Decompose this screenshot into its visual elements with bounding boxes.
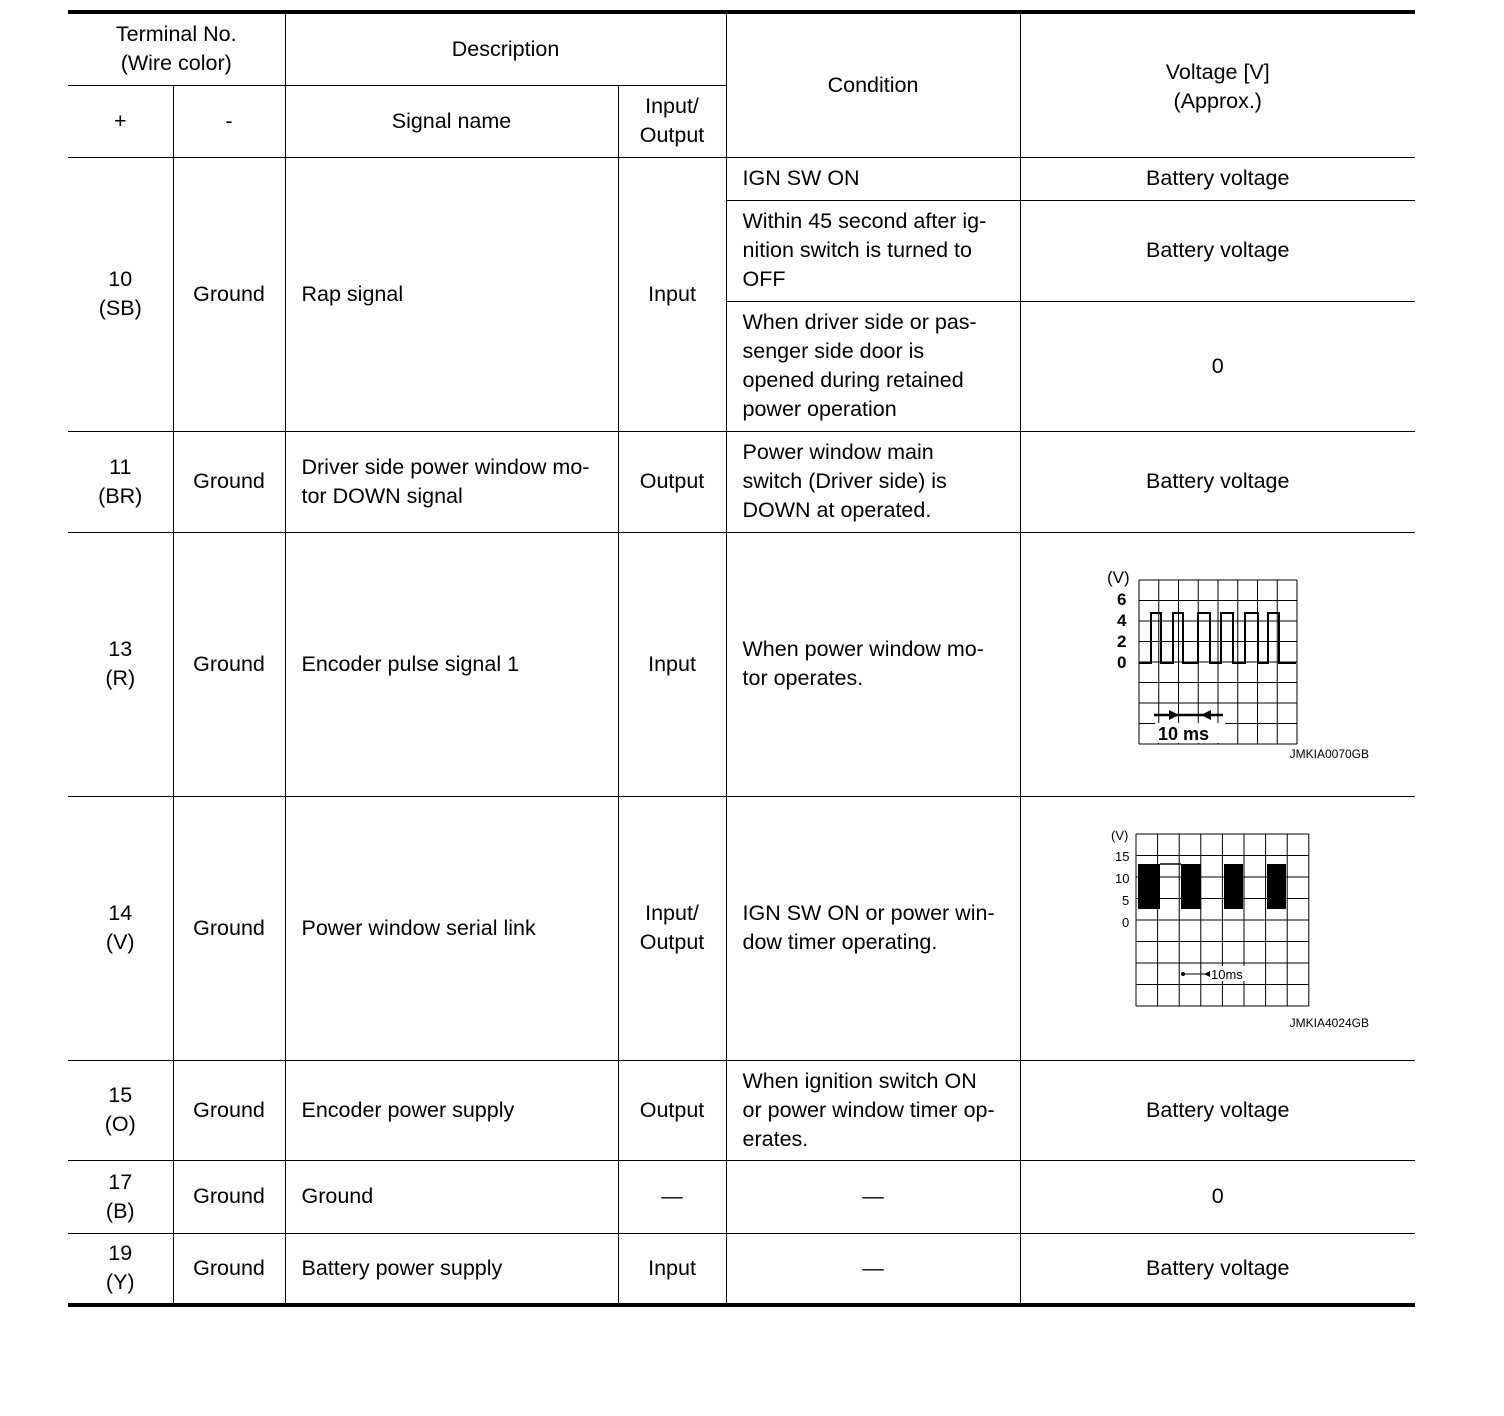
condition-cell: Power window main switch (Driver side) is DOWN at operated.	[726, 431, 1020, 532]
condition-cell: When power window mo- tor operates.	[726, 532, 1020, 796]
minus-cell: Ground	[173, 1060, 285, 1160]
io-cell: Input	[618, 157, 726, 431]
voltage-cell: Battery voltage	[1020, 431, 1415, 532]
voltage-cell: Battery voltage	[1020, 200, 1415, 301]
axis-unit: (V)	[1110, 828, 1129, 843]
header-terminal: Terminal No. (Wire color)	[68, 12, 285, 85]
terminal-cell: 10 (SB)	[68, 157, 173, 431]
condition-cell: When driver side or pas- senger side door is opened during retained power operation	[726, 301, 1020, 431]
header-signal-name: Signal name	[285, 85, 618, 157]
voltage-cell: 0	[1020, 301, 1415, 431]
minus-cell: Ground	[173, 532, 285, 796]
voltage-cell: Battery voltage	[1020, 1233, 1415, 1305]
axis-tick: 6	[1116, 590, 1127, 609]
axis-tick: 5	[1121, 893, 1129, 908]
minus-cell: Ground	[173, 431, 285, 532]
minus-cell: Ground	[173, 796, 285, 1060]
table-row	[68, 157, 1415, 200]
io-cell: Output	[618, 431, 726, 532]
condition-cell: When ignition switch ON or power window timer op- erates.	[726, 1060, 1020, 1160]
pulse-waveform	[1103, 567, 1333, 747]
header-row	[68, 12, 1415, 85]
serial-bursts	[1138, 864, 1286, 909]
terminal-cell: 14 (V)	[68, 796, 173, 1060]
terminal-cell: 11 (BR)	[68, 431, 173, 532]
axis-tick: 0	[1116, 653, 1127, 672]
serial-waveform	[1103, 826, 1333, 1016]
table-row	[68, 431, 1415, 532]
minus-cell: Ground	[173, 1160, 285, 1233]
condition-cell: Within 45 second after ig- nition switch is turned to OFF	[726, 200, 1020, 301]
table-row	[68, 796, 1415, 1060]
terminal-cell: 19 (Y)	[68, 1233, 173, 1305]
io-cell: Input	[618, 532, 726, 796]
io-cell: —	[618, 1160, 726, 1233]
time-scale-label: 10ms	[1210, 967, 1243, 982]
table-row	[68, 1160, 1415, 1233]
terminal-cell: 15 (O)	[68, 1060, 173, 1160]
voltage-waveform-cell	[1020, 796, 1415, 1060]
condition-cell: IGN SW ON or power win- dow timer operating.	[726, 796, 1020, 1060]
voltage-cell: Battery voltage	[1020, 1060, 1415, 1160]
signal-cell: Driver side power window mo- tor DOWN signal	[285, 431, 618, 532]
header-condition: Condition	[726, 12, 1020, 157]
table-row	[68, 532, 1415, 796]
axis-tick: 2	[1116, 632, 1127, 651]
voltage-cell: 0	[1020, 1160, 1415, 1233]
minus-cell: Ground	[173, 1233, 285, 1305]
signal-cell: Ground	[285, 1160, 618, 1233]
table-row	[68, 1233, 1415, 1305]
header-minus: -	[173, 85, 285, 157]
figure-code: JMKIA4024GB	[1289, 1016, 1370, 1030]
terminal-table	[68, 10, 1415, 1307]
figure-code: JMKIA0070GB	[1289, 747, 1370, 761]
signal-cell: Power window serial link	[285, 796, 618, 1060]
axis-tick: 10	[1114, 871, 1130, 886]
minus-cell: Ground	[173, 157, 285, 431]
io-cell: Input/ Output	[618, 796, 726, 1060]
condition-cell: —	[726, 1233, 1020, 1305]
terminal-cell: 17 (B)	[68, 1160, 173, 1233]
voltage-cell: Battery voltage	[1020, 157, 1415, 200]
axis-tick: 0	[1121, 915, 1129, 930]
axis-tick: 15	[1114, 849, 1130, 864]
header-description: Description	[285, 12, 726, 85]
signal-cell: Encoder power supply	[285, 1060, 618, 1160]
signal-cell: Battery power supply	[285, 1233, 618, 1305]
terminal-cell: 13 (R)	[68, 532, 173, 796]
signal-cell: Encoder pulse signal 1	[285, 532, 618, 796]
io-cell: Input	[618, 1233, 726, 1305]
voltage-waveform-cell	[1020, 532, 1415, 796]
time-scale-label: 10 ms	[1157, 724, 1209, 744]
axis-tick: 4	[1116, 611, 1127, 630]
header-io: Input/ Output	[618, 85, 726, 157]
table-row	[68, 1060, 1415, 1160]
signal-cell: Rap signal	[285, 157, 618, 431]
header-voltage: Voltage [V] (Approx.)	[1020, 12, 1415, 157]
io-cell: Output	[618, 1060, 726, 1160]
header-plus: +	[68, 85, 173, 157]
condition-cell: IGN SW ON	[726, 157, 1020, 200]
condition-cell: —	[726, 1160, 1020, 1233]
axis-unit: (V)	[1106, 568, 1130, 587]
